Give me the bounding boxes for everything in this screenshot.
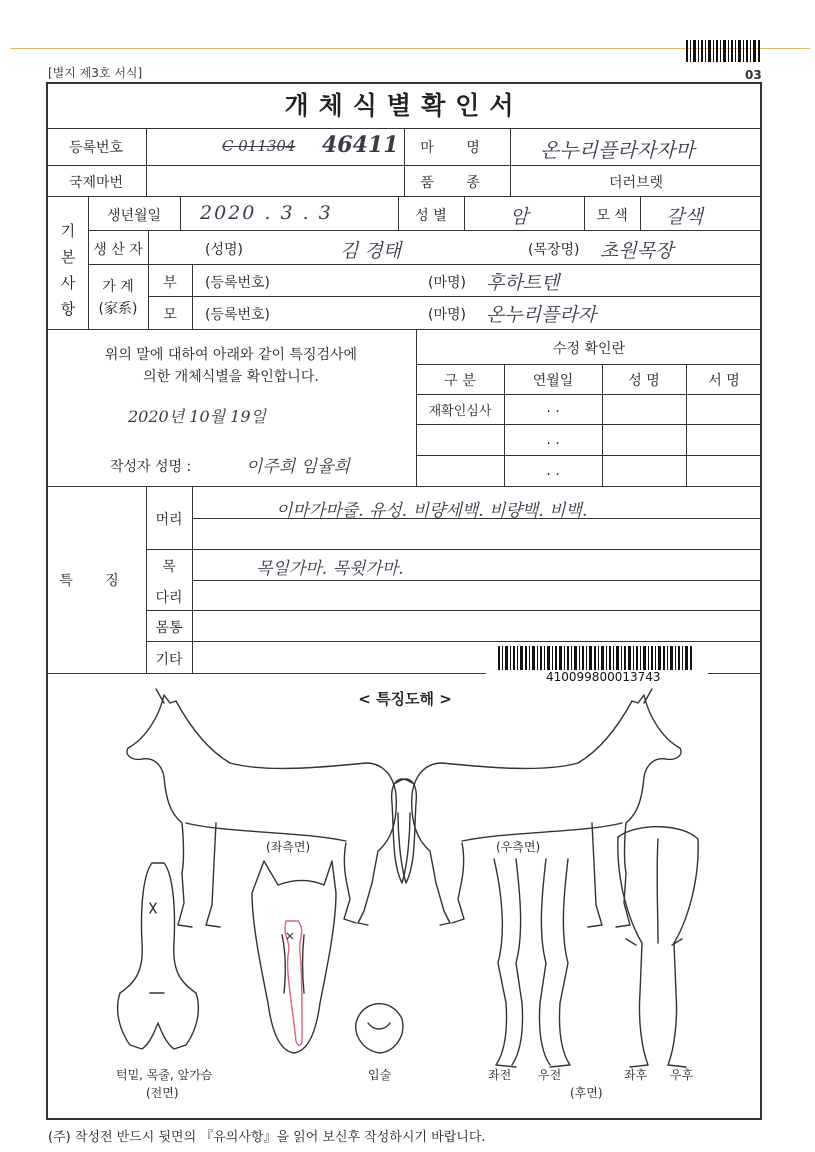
breed-label: 품 종 xyxy=(420,175,494,191)
row3-date: . . xyxy=(546,463,560,479)
rule xyxy=(192,580,762,581)
horse-front-legs-outline xyxy=(494,859,570,1067)
dam-name-value: 온누리플라자 xyxy=(486,304,597,326)
sire-reg-label: (등록번호) xyxy=(205,275,271,291)
horse-right-side-outline xyxy=(392,689,681,927)
farm-value: 초원목장 xyxy=(600,240,674,262)
reg-no-struck: C 011304 xyxy=(222,137,296,155)
head-label: 머리 xyxy=(155,512,183,528)
col-type: 구 분 xyxy=(444,373,476,389)
barcode xyxy=(498,646,694,670)
front-view-label: (전면) xyxy=(146,1086,179,1100)
rule xyxy=(146,549,762,550)
lips-label: 입술 xyxy=(368,1068,392,1082)
horse-neck-front-outline xyxy=(118,863,199,1049)
leg-label: 다리 xyxy=(155,590,183,606)
top-barcode xyxy=(686,40,761,62)
front-view-caption: 턱밑, 목줄, 앞가슴 xyxy=(116,1068,213,1082)
etc-label: 기타 xyxy=(155,652,183,668)
dam-reg-label: (등록번호) xyxy=(205,307,271,323)
front-right-label: 우전 xyxy=(538,1068,562,1082)
breeder-name-value: 김 경태 xyxy=(340,240,402,262)
neck-markings: 목일가마. 목윗가마. xyxy=(256,559,404,579)
farm-label: (목장명) xyxy=(528,242,580,258)
footnote: (주) 작성전 반드시 뒷면의 『유의사항』을 읽어 보신후 작성하시기 바랍니다. xyxy=(48,1130,486,1145)
rule xyxy=(88,230,762,231)
breeder-name-label: (성명) xyxy=(205,242,243,258)
rule xyxy=(180,196,181,230)
page-number: 03 xyxy=(745,68,762,82)
head-marking-trace xyxy=(285,921,302,1045)
rule xyxy=(416,364,762,365)
sex-label: 성 별 xyxy=(415,208,447,224)
horse-left-side-outline xyxy=(127,689,416,927)
horse-lips-outline xyxy=(356,1004,403,1053)
sex-value: 암 xyxy=(510,206,529,228)
col-date: 연월일 xyxy=(532,373,574,389)
confirm-statement-2: 의한 개체식별을 확인합니다. xyxy=(143,369,319,385)
rule xyxy=(416,394,762,395)
rule xyxy=(192,264,193,329)
sire-name-value: 후하트텐 xyxy=(486,272,560,294)
head-markings: 이마가마줄. 유성. 비량세백. 비량백. 비백. xyxy=(276,501,588,521)
row2-date: . . xyxy=(546,432,560,448)
reg-no-value: 46411 xyxy=(322,132,399,158)
diagram-title: < 특징도해 > xyxy=(358,690,452,708)
rule xyxy=(46,486,762,487)
horse-name-label: 마 명 xyxy=(420,140,494,156)
rule xyxy=(192,486,193,673)
rule xyxy=(640,196,641,230)
confirm-statement-1: 위의 말에 대하여 아래와 같이 특징검사에 xyxy=(104,347,358,363)
sire-name-label: (마명) xyxy=(428,275,466,291)
rule xyxy=(88,264,762,265)
reg-no-label: 등록번호 xyxy=(68,140,124,156)
col-name: 성 명 xyxy=(628,373,660,389)
dam-name-label: (마명) xyxy=(428,307,466,323)
rule xyxy=(464,196,465,230)
left-side-label: (좌측면) xyxy=(266,840,311,854)
rear-right-label: 우후 xyxy=(670,1068,694,1082)
writer-signature: 이주희 임율희 xyxy=(246,457,350,477)
col-sign: 서 명 xyxy=(708,373,740,389)
horse-name-value: 온누리플라자자마 xyxy=(540,138,695,162)
dam-label: 모 xyxy=(163,307,177,323)
right-side-label: (우측면) xyxy=(496,840,541,854)
rear-left-label: 좌후 xyxy=(624,1068,648,1082)
rule xyxy=(146,128,147,196)
horse-rear-outline xyxy=(618,827,698,1067)
breed-value: 더러브렛 xyxy=(608,175,664,191)
barcode-number: 410099800013743 xyxy=(546,670,661,684)
whorl-marks xyxy=(287,933,293,939)
form-number-label: [별지 제3호 서식] xyxy=(48,66,143,80)
row1-date: . . xyxy=(546,400,560,416)
pedigree-label-hanja: (家系) xyxy=(98,301,138,317)
neck-label: 목 xyxy=(162,559,176,575)
breeder-label: 생 산 자 xyxy=(93,242,143,258)
color-label: 모 색 xyxy=(596,208,628,224)
birth-value: 2020 . 3 . 3 xyxy=(200,202,333,224)
rule xyxy=(416,424,762,425)
confirm-date: 2020년 10월 19일 xyxy=(128,407,266,426)
rule xyxy=(416,455,762,456)
front-left-label: 좌전 xyxy=(488,1068,512,1082)
rule xyxy=(148,230,149,264)
row1-type: 재확인심사 xyxy=(428,404,492,419)
color-value: 갈색 xyxy=(666,206,703,228)
basic-section-label: 기본사항 xyxy=(60,222,76,318)
writer-label: 작성자 성명 : xyxy=(110,459,192,475)
rule xyxy=(146,610,762,611)
rule xyxy=(46,329,762,330)
rule xyxy=(46,196,762,197)
intl-no-label: 국제마번 xyxy=(68,175,124,191)
body-label: 몸통 xyxy=(155,620,183,636)
features-section-label: 특 징 xyxy=(59,573,133,589)
horse-diagram xyxy=(46,673,762,1118)
revision-title: 수정 확인란 xyxy=(552,341,626,357)
birth-label: 생년월일 xyxy=(106,208,162,224)
sire-label: 부 xyxy=(163,275,177,291)
rear-view-label: (후면) xyxy=(570,1086,603,1100)
form-title: 개체식별확인서 xyxy=(284,91,524,120)
rule xyxy=(148,296,762,297)
pedigree-label: 가 계 xyxy=(102,279,134,295)
